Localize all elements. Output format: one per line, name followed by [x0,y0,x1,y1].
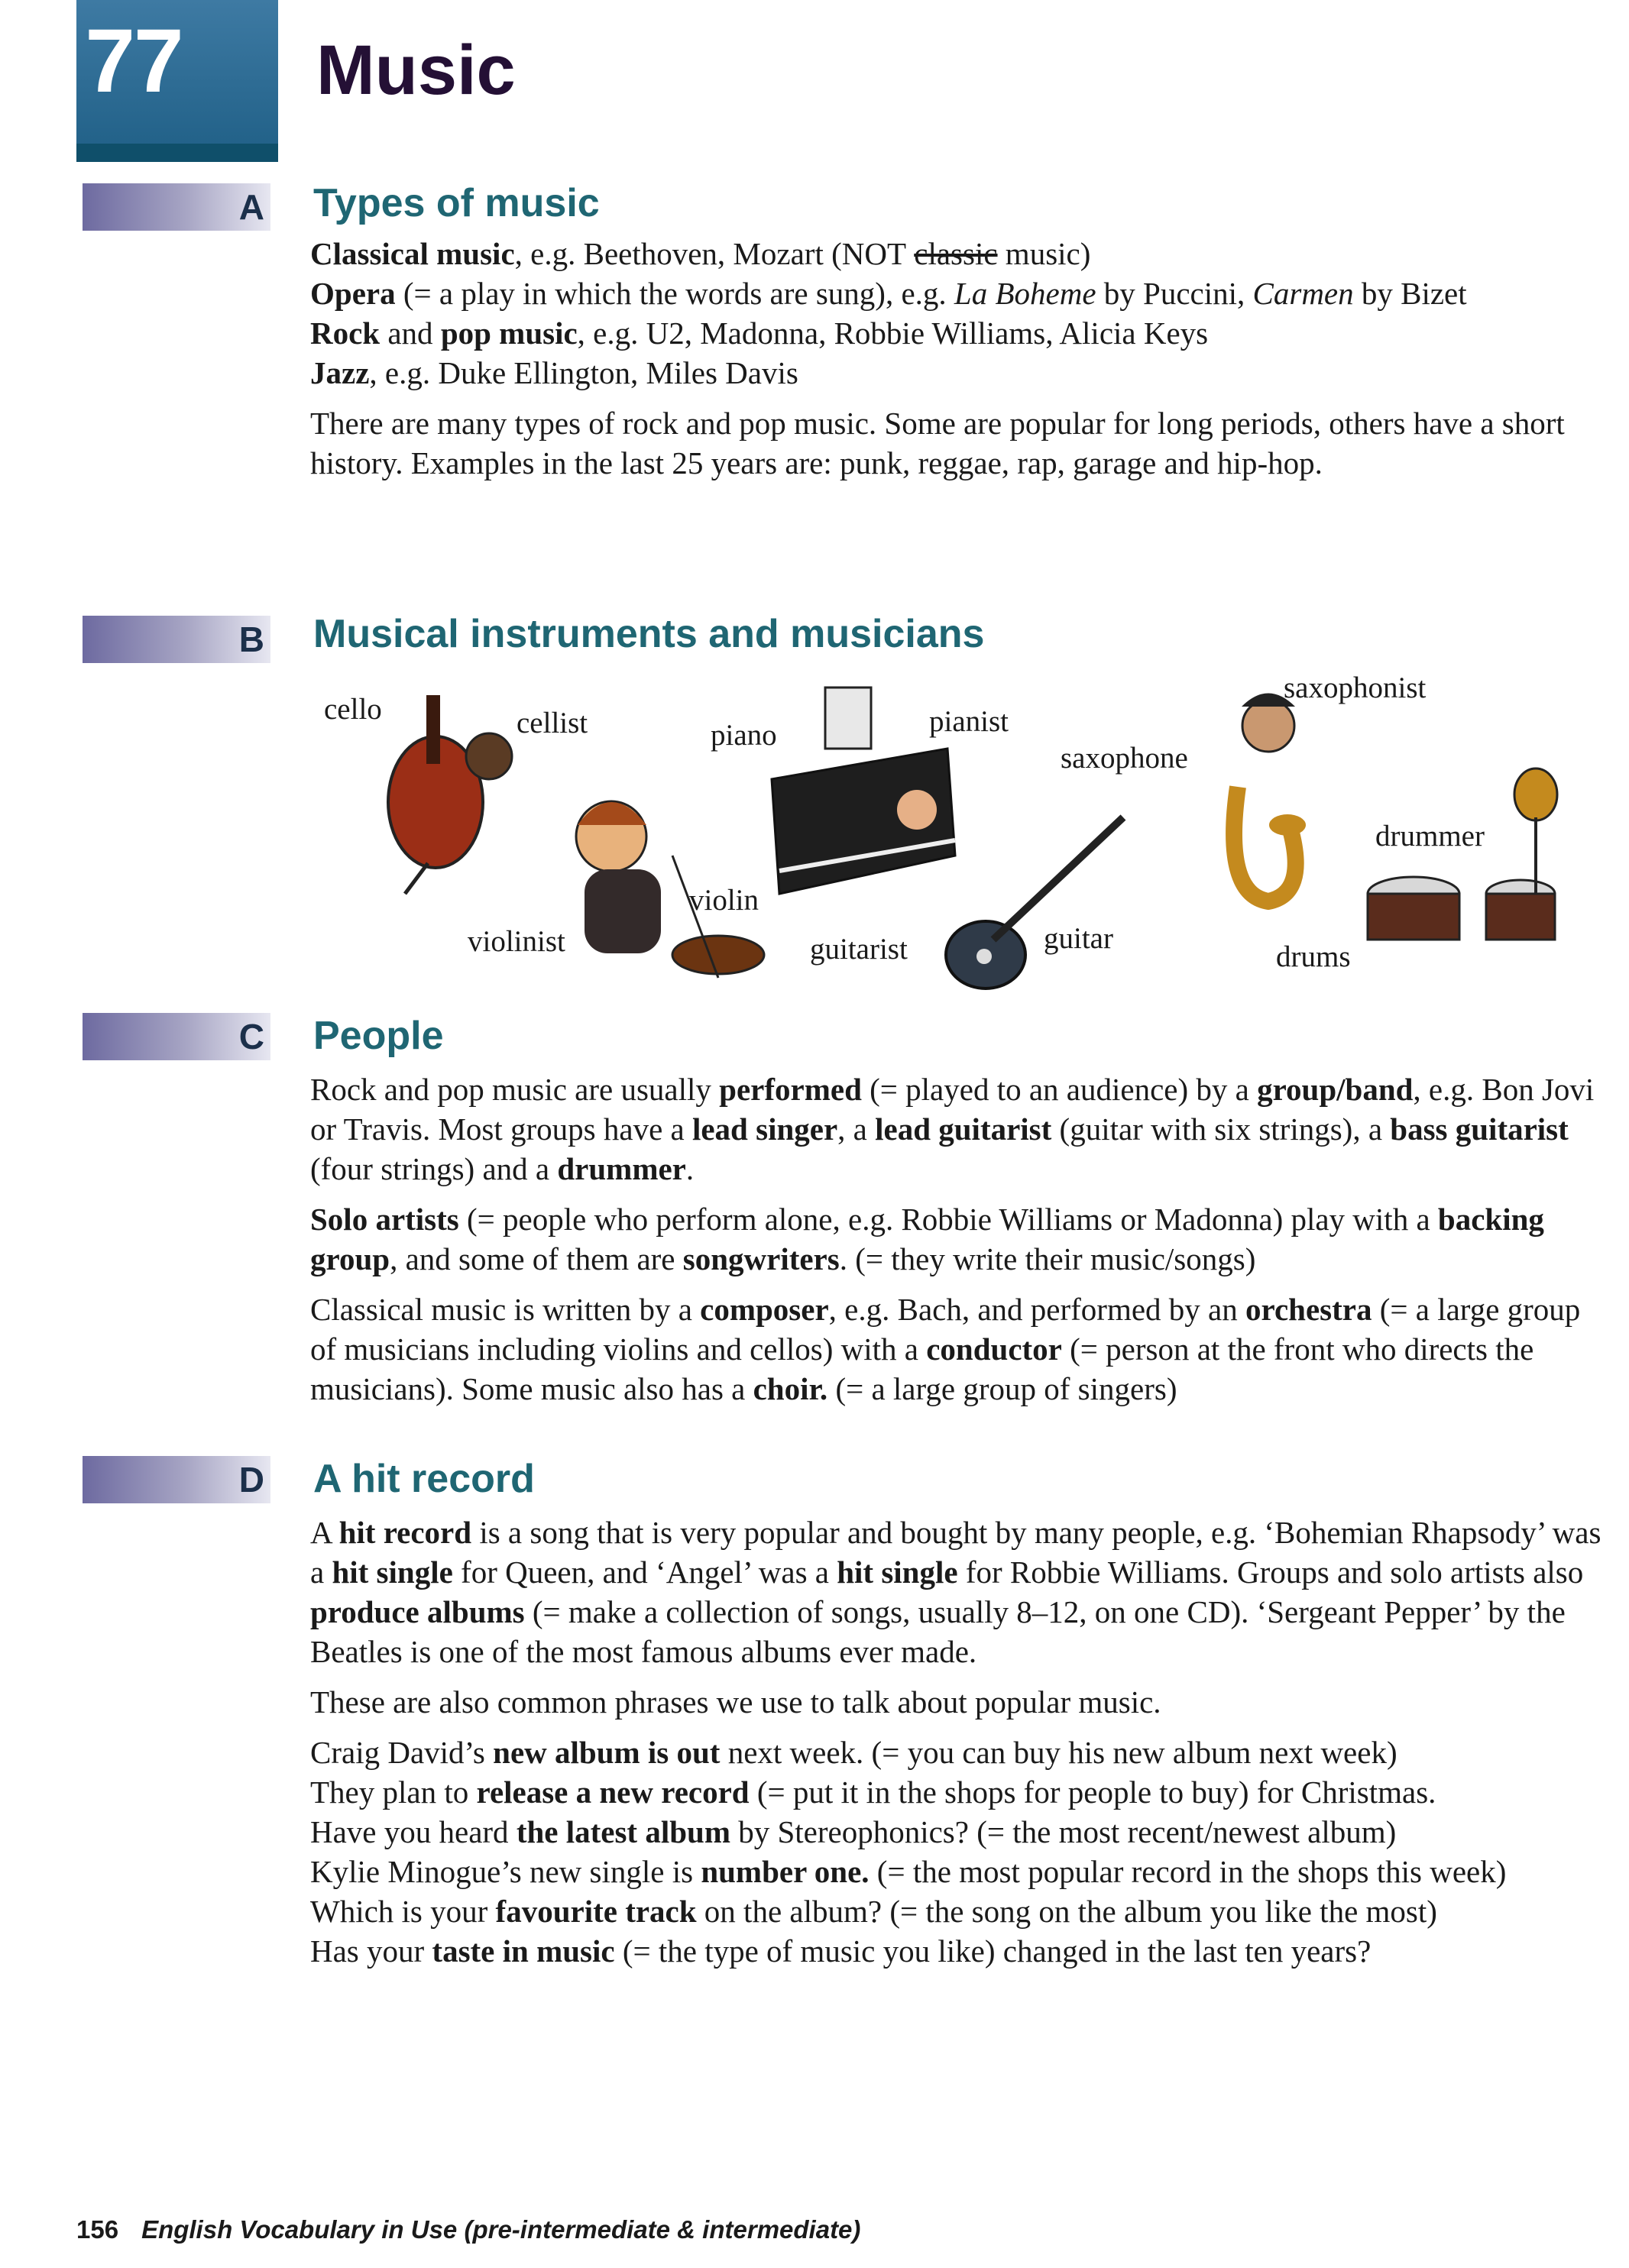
hit-record-paragraph: A hit record is a song that is very popular and bought by many people, e.g. ‘Bohemian Rhapsody’ was a hit single for Queen, and ‘Angel’ was a hit single for Robbie Williams. Groups and solo artists also produce albums (= make a collection of songs, usually 8–12, on one CD). ‘Sergeant Pepper’ by the Beatles is one of the most famous albums ever made. [310,1515,1601,1669]
piano-icon [772,688,955,894]
section-letter: C [238,1017,264,1056]
section-heading-a: Types of music [313,181,600,225]
label-pianist: pianist [929,705,1009,738]
label-saxophonist: saxophonist [1284,671,1427,704]
cello-icon [388,695,512,894]
label-violin: violin [689,884,759,917]
music-type-line: Jazz, e.g. Duke Ellington, Miles Davis [310,355,798,390]
unit-number-box [76,0,278,162]
unit-stripe [76,144,278,162]
phrase-line: Kylie Minogue’s new single is number one. (= the most popular record in the shops this week) [310,1854,1507,1889]
section-d-body [310,1513,1609,1971]
section-tab-b [83,616,270,663]
section-tab-c [83,1013,270,1060]
page-number: 156 [76,2215,119,2244]
page-footer [76,2215,860,2244]
unit-title: Music [316,31,516,109]
label-cello: cello [324,693,382,726]
label-guitar: guitar [1044,922,1113,955]
section-heading-b: Musical instruments and musicians [313,612,985,656]
people-paragraph: Rock and pop music are usually performed (= played to an audience) by a group/band, e.g. Bon Jovi or Travis. Most groups have a lead singer, a lead guitarist (guitar with six strings), a bass guitarist (four strings) and a drummer. [310,1072,1595,1186]
label-violinist: violinist [468,925,565,958]
book-title: English Vocabulary in Use (pre-intermediate & intermediate) [141,2215,861,2244]
section-letter: B [238,620,264,659]
phrase-line: Have you heard the latest album by Stereophonics? (= the most recent/newest album) [310,1814,1397,1849]
section-letter: A [238,187,264,227]
guitar-icon [946,817,1123,988]
section-heading-d: A hit record [313,1457,535,1501]
people-paragraph: Classical music is written by a composer, e.g. Bach, and performed by an orchestra (= a large group of musicians including violins and cellos) with a conductor (= person at the front who directs the musicians). Some music also has a choir. (= a large group of singers) [310,1292,1581,1406]
section-heading-c: People [313,1014,444,1058]
label-drummer: drummer [1375,820,1485,853]
section-a-paragraph: There are many types of rock and pop music. Some are popular for long periods, others have a short history. Examples in the last 25 years are: punk, reggae, rap, garage and hip-hop. [310,406,1565,480]
phrase-line: Craig David’s new album is out next week. (= you can buy his new album next week) [310,1735,1397,1770]
label-saxophone: saxophone [1061,742,1188,775]
section-tab-a [83,183,270,231]
music-type-line: Classical music, e.g. Beethoven, Mozart (NOT classic music) [310,236,1091,271]
label-drums: drums [1276,940,1351,973]
label-cellist: cellist [517,707,588,739]
section-letter: D [238,1460,264,1500]
label-piano: piano [711,719,777,752]
drums-icon [1368,768,1557,940]
music-type-line: Rock and pop music, e.g. U2, Madonna, Robbie Williams, Alicia Keys [310,315,1209,351]
phrase-line: Which is your favourite track on the album? (= the song on the album you like the most) [310,1894,1437,1929]
unit-number: 77 [85,11,183,112]
instruments-illustration [321,665,1620,1024]
section-c-body [310,1069,1609,1419]
section-tab-d [83,1456,270,1503]
people-paragraph: Solo artists (= people who perform alone, e.g. Robbie Williams or Madonna) play with a backing group, and some of them are songwriters. (= they write their music/songs) [310,1202,1544,1276]
section-a-body [310,234,1609,483]
phrase-line: They plan to release a new record (= put it in the shops for people to buy) for Christmas. [310,1775,1436,1810]
phrase-line: Has your taste in music (= the type of music you like) changed in the last ten years? [310,1933,1372,1969]
music-type-line: Opera (= a play in which the words are sung), e.g. La Boheme by Puccini, Carmen by Bizet [310,276,1467,311]
phrases-intro: These are also common phrases we use to talk about popular music. [310,1684,1161,1720]
saxophonist-icon [1234,694,1306,902]
label-guitarist: guitarist [810,933,908,966]
